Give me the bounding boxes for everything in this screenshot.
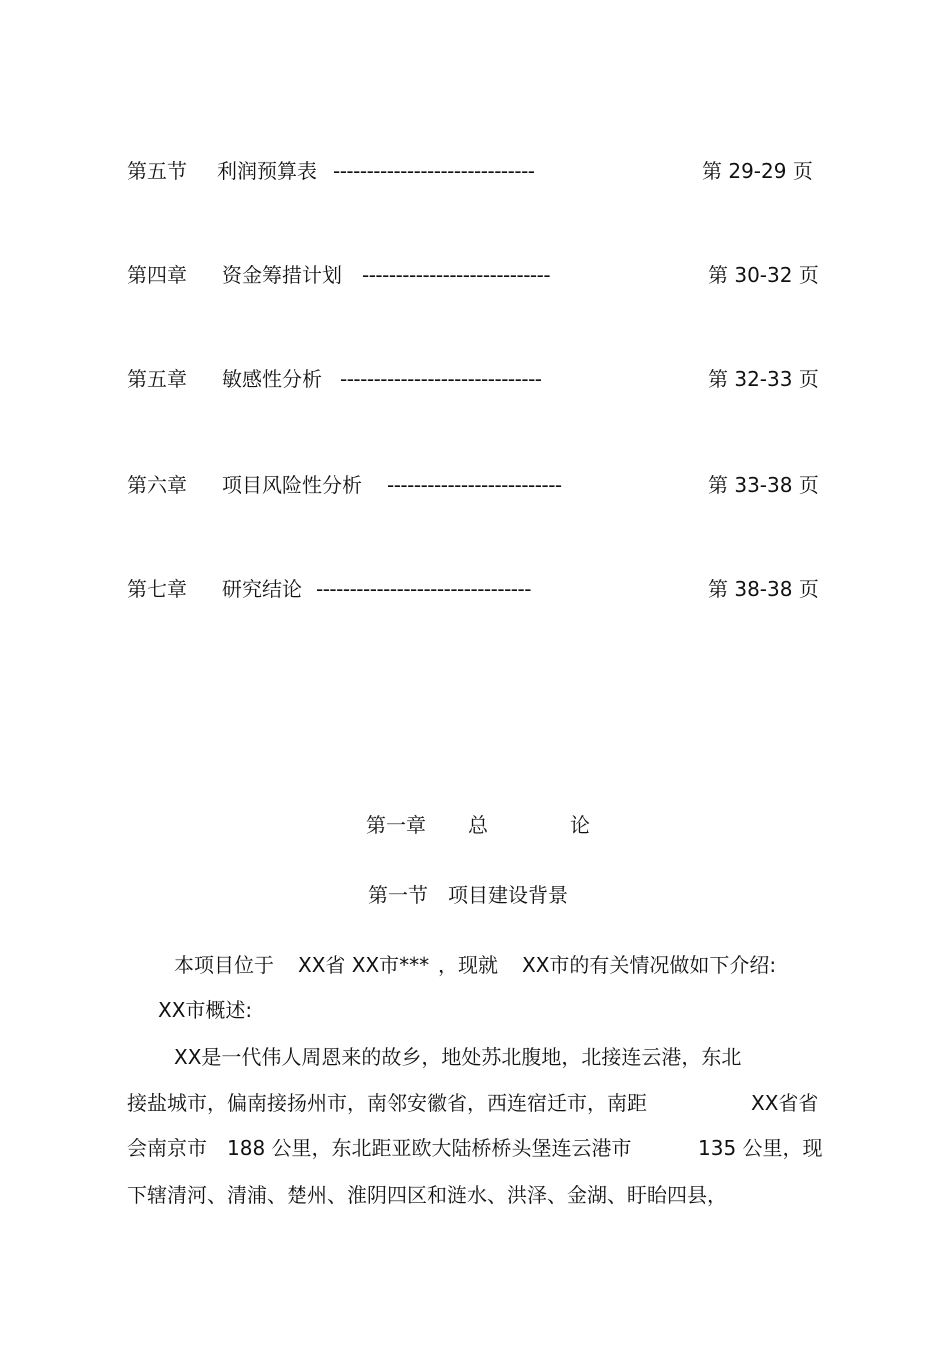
toc-entry	[0, 260, 950, 290]
paragraph-text: 135 公里，现	[698, 1136, 823, 1160]
toc-entry-page: 第 30-32 页	[708, 263, 819, 287]
toc-entry-title: 敏感性分析	[222, 367, 322, 391]
toc-entry-number: 第四章	[127, 263, 187, 287]
toc-entry-number: 第五章	[127, 367, 187, 391]
chapter-number: 第一章	[366, 813, 426, 837]
toc-entry-title: 项目风险性分析	[222, 473, 362, 497]
intro-text: ，现就	[438, 953, 498, 977]
toc-entry	[0, 156, 950, 186]
subheading-line	[0, 995, 950, 1025]
intro-line	[0, 950, 950, 980]
paragraph-line	[0, 1133, 950, 1163]
paragraph-line	[0, 1180, 950, 1210]
toc-entry-leader: ------------------------------	[340, 367, 542, 391]
toc-entry-title: 研究结论	[222, 577, 302, 601]
toc-entry-title: 利润预算表	[217, 159, 317, 183]
toc-entry	[0, 574, 950, 604]
paragraph-text: 接盐城市，偏南接扬州市，南邻安徽省，西连宿迁市，南距	[127, 1091, 647, 1115]
toc-entry-leader: --------------------------	[387, 473, 562, 497]
toc-entry-number: 第七章	[127, 577, 187, 601]
intro-text: 本项目位于	[174, 953, 274, 977]
subheading: XX市概述:	[158, 998, 253, 1022]
paragraph-text: 下辖清河、清浦、楚州、淮阴四区和涟水、洪泽、金湖、盱眙四县，	[127, 1183, 727, 1207]
paragraph-line	[0, 1042, 950, 1072]
intro-text: XX市的有关情况做如下介绍:	[522, 953, 777, 977]
toc-entry-number: 第五节	[127, 159, 187, 183]
toc-entry-leader: --------------------------------	[316, 577, 531, 601]
toc-entry-page: 第 29-29 页	[702, 159, 813, 183]
intro-text: XX省 XX市***	[298, 953, 430, 977]
toc-entry-page: 第 33-38 页	[708, 473, 819, 497]
chapter-title-part: 总	[468, 813, 488, 837]
paragraph-line	[0, 1088, 950, 1118]
toc-entry	[0, 470, 950, 500]
paragraph-text: 会南京市	[127, 1136, 207, 1160]
section-title: 第一节 项目建设背景	[368, 883, 568, 907]
toc-entry-leader: ------------------------------	[333, 159, 535, 183]
paragraph-text: 188 公里，东北距亚欧大陆桥桥头堡连云港市	[227, 1136, 632, 1160]
toc-entry-number: 第六章	[127, 473, 187, 497]
toc-entry-leader: ----------------------------	[362, 263, 551, 287]
toc-entry	[0, 364, 950, 394]
paragraph-text: XX省省	[751, 1091, 819, 1115]
paragraph-text: XX是一代伟人周恩来的故乡，地处苏北腹地，北接连云港，东北	[174, 1045, 742, 1069]
chapter-title-part: 论	[570, 813, 590, 837]
toc-entry-title: 资金筹措计划	[222, 263, 342, 287]
toc-entry-page: 第 32-33 页	[708, 367, 819, 391]
toc-entry-page: 第 38-38 页	[708, 577, 819, 601]
